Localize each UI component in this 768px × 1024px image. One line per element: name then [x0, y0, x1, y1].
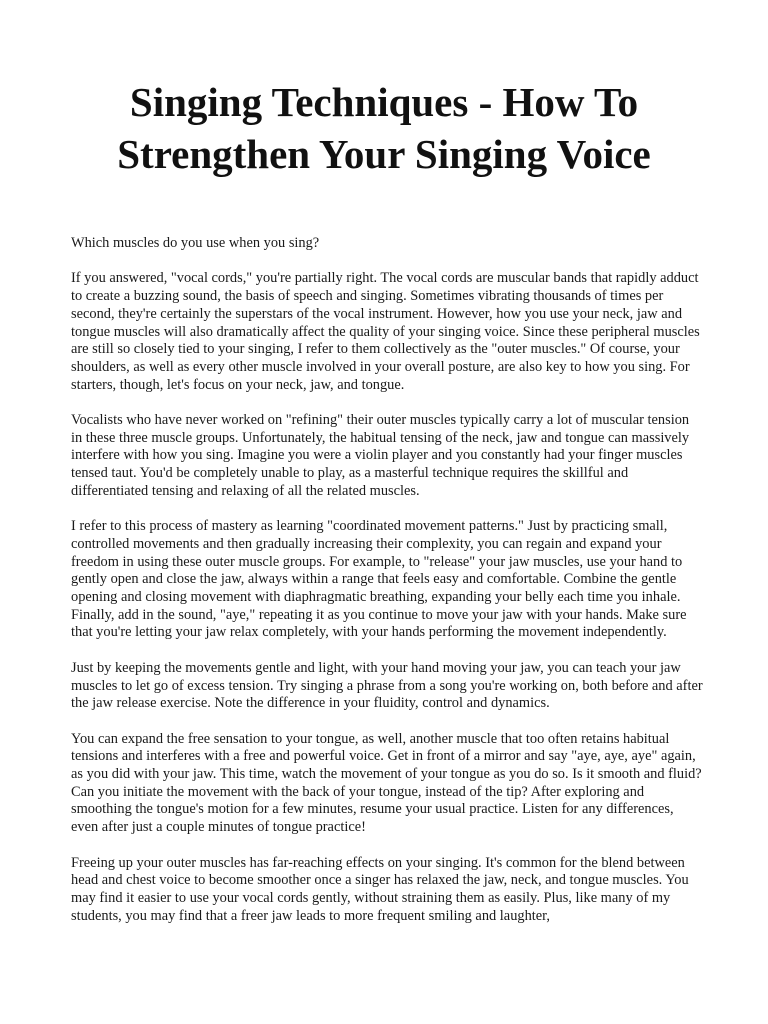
paragraph: I refer to this process of mastery as learning "coordinated movement patterns." Just by practicing small, controlled movements and then gradually increasing their complexity, you can regain and expand your freedom in using these outer muscle groups. For example, to "release" your jaw muscles, use your hand to gently open and close the jaw, always within a range that feels easy and comfortable. Combine the gentle opening and closing movement with diaphragmatic breathing, expanding your belly each time you inhale. Finally, add in the sound, "aye," repeating it as you continue to move your jaw with your hands. Make sure that you're letting your jaw relax completely, with your hands performing the movement independently. — [71, 518, 687, 641]
paragraph: Just by keeping the movements gentle and light, with your hand moving your jaw, you can teach your jaw muscles to let go of excess tension. Try singing a phrase from a song you're working on, both before and after the jaw release exercise. Note the difference in your fluidity, control and dynamics. — [71, 659, 703, 712]
paragraph: Which muscles do you use when you sing? — [71, 235, 320, 251]
document-body — [71, 235, 703, 943]
document-title: Singing Techniques - How To Strengthen Your Singing Voice — [117, 79, 651, 177]
paragraph: Freeing up your outer muscles has far-reaching effects on your singing. It's common for the blend between head and chest voice to become smoother once a singer has relaxed the jaw, neck, and tongue muscles. You may find it easier to use your vocal cords gently, without straining them as easily. Plus, like many of my students, you may find that a freer jaw leads to more frequent smiling and laughter, — [71, 854, 689, 924]
paragraph: Vocalists who have never worked on "refining" their outer muscles typically carry a lot of muscular tension in these three muscle groups. Unfortunately, the habitual tensing of the neck, jaw and tongue can massively interfere with how you sing. Imagine you were a violin player and you constantly had your finger muscles tensed taut. You'd be completely unable to play, as a masterful technique requires the skillful and differentiated tensing and relaxing of all the related muscles. — [71, 412, 690, 499]
paragraph: If you answered, "vocal cords," you're partially right. The vocal cords are muscular bands that rapidly adduct to create a buzzing sound, the basis of speech and singing. Sometimes vibrating thousands of times per second, they're certainly the superstars of the vocal instrument. However, how you use your neck, jaw and tongue muscles will also dramatically affect the quality of your singing voice. Since these peripheral muscles are still so closely tied to your singing, I refer to them collectively as the "outer muscles." Of course, your shoulders, as well as every other muscle involved in your overall posture, are also key to how you sing. For starters, though, let's focus on your neck, jaw, and tongue. — [71, 270, 700, 393]
paragraph: You can expand the free sensation to your tongue, as well, another muscle that too often retains habitual tensions and interferes with a free and powerful voice. Get in front of a mirror and say "aye, aye, aye" again, as you did with your jaw. This time, watch the movement of your tongue as you do so. Is it smooth and fluid? Can you initiate the movement with the back of your tongue, instead of the tip? After exploring and smoothing the tongue's motion for a few minutes, resume your usual practice. Listen for any differences, even after just a couple minutes of tongue practice! — [71, 730, 702, 836]
